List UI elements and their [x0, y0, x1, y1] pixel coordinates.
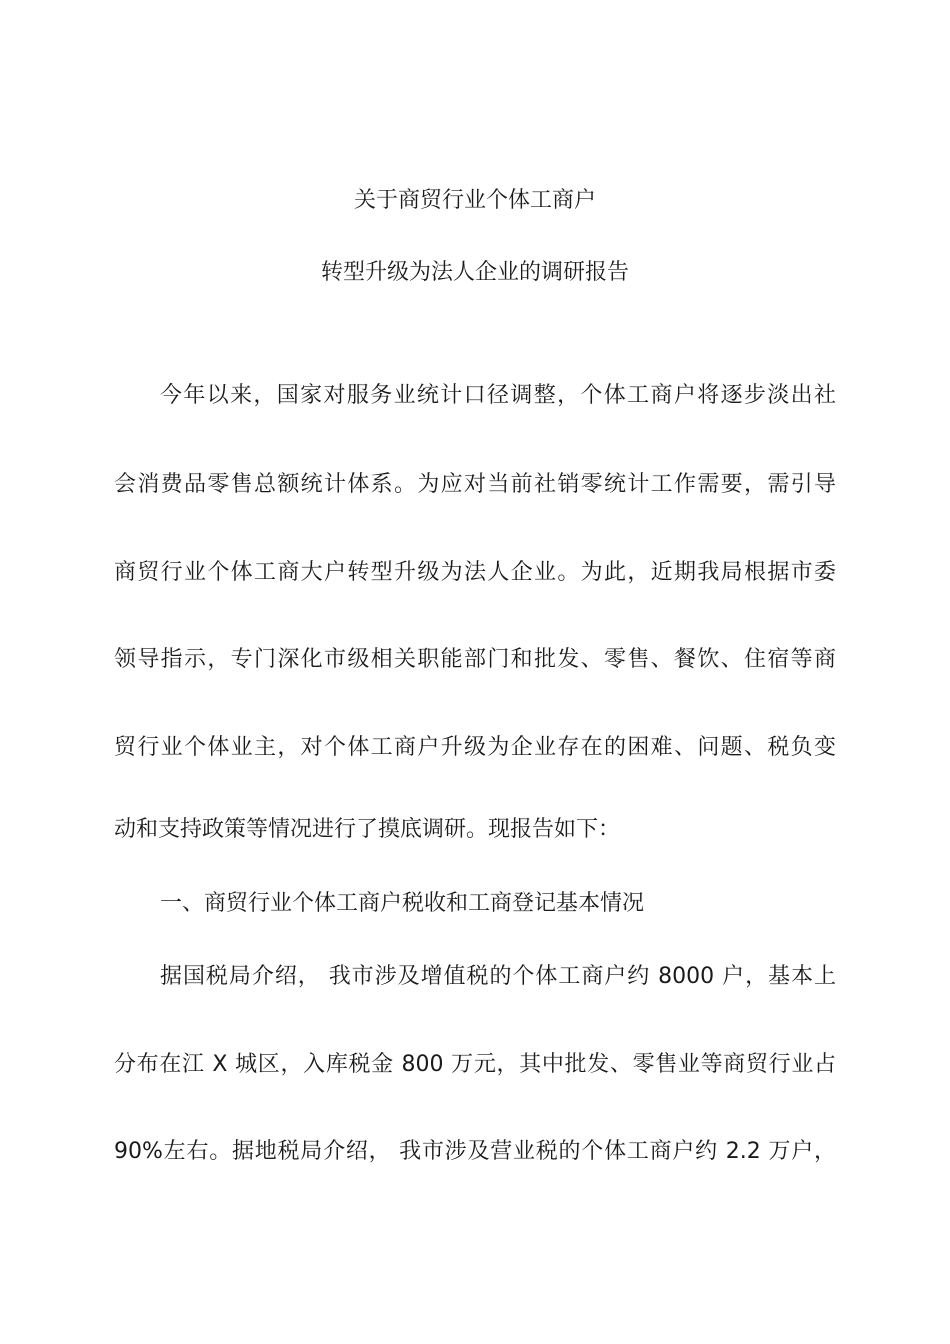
- document-title-line-1: 关于商贸行业个体工商户: [353, 188, 596, 213]
- paragraph-1-line-1: 今年以来，国家对服务业统计口径调整，个体工商户将逐步淡出社: [160, 383, 836, 408]
- paragraph-2-line-1: 据国税局介绍， 我市涉及增值税的个体工商户约 8000 户，基本上: [160, 964, 836, 989]
- paragraph-1-line-2: 会消费品零售总额统计体系。为应对当前社销零统计工作需要，需引导: [114, 472, 836, 497]
- paragraph-1-line-4: 领导指示，专门深化市级相关职能部门和批发、零售、餐饮、住宿等商: [114, 647, 836, 672]
- paragraph-2-line-2: 分布在江 X 城区，入库税金 800 万元，其中批发、零售业等商贸行业占: [114, 1052, 836, 1077]
- paragraph-2-line-3: 90%左右。据地税局介绍， 我市涉及营业税的个体工商户约 2.2 万户，: [114, 1139, 836, 1164]
- paragraph-1-line-5: 贸行业个体业主，对个体工商户升级为企业存在的困难、问题、税负变: [114, 735, 836, 760]
- paragraph-1-line-3: 商贸行业个体工商大户转型升级为法人企业。为此，近期我局根据市委: [114, 560, 836, 585]
- document-title-line-2: 转型升级为法人企业的调研报告: [320, 260, 629, 285]
- section-heading-1: 一、商贸行业个体工商户税收和工商登记基本情况: [160, 891, 645, 916]
- paragraph-1-line-6: 动和支持政策等情况进行了摸底调研。现报告如下：: [114, 817, 621, 842]
